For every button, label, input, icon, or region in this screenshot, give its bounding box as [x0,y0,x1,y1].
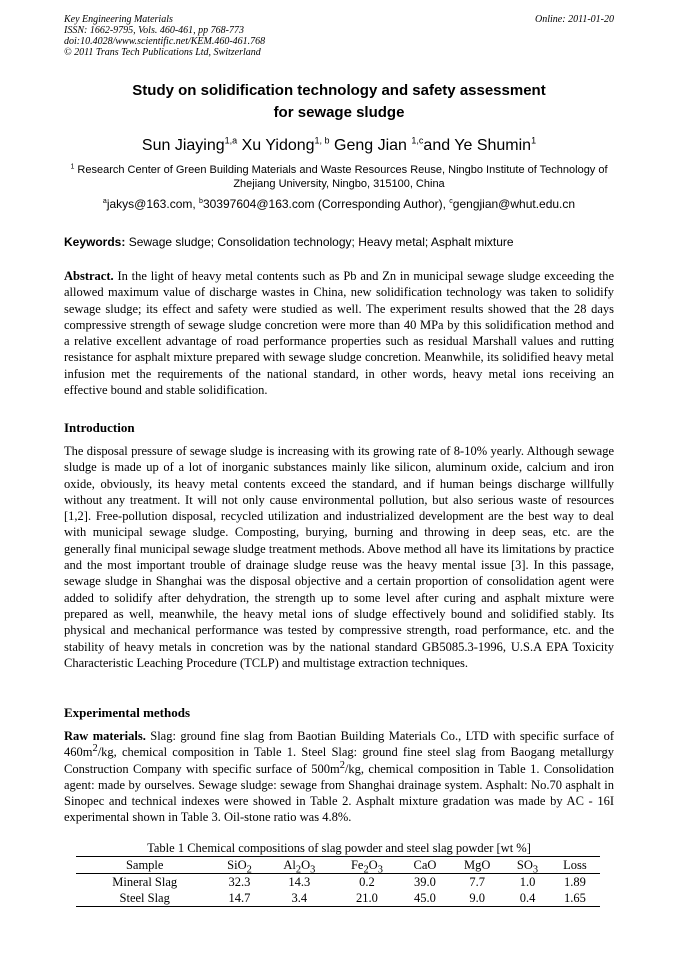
journal-header [64,14,265,58]
author-conjunction: and [423,137,451,154]
methods-heading: Experimental methods [64,705,191,720]
table-caption: Table 1 Chemical compositions of slag powder and steel slag powder [wt %] [147,841,531,855]
unit-sup: 2 [92,743,98,755]
column-header: $Al_2O_3$ [266,857,334,874]
table-cell: Steel Slag [76,890,213,907]
paper-title [64,80,614,124]
raw-materials-text: Slag: ground fine slag from Baotian Building Materials Co., LTD with specific surface of 460m [64,729,615,760]
table-cell: 32.3 [228,875,251,889]
column-header: Loss [550,857,600,874]
raw-materials-label: Raw materials. [64,729,146,743]
raw-materials-text: /kg, chemical composition in Table 1. Steel Slag: ground fine steel slag from Baogang metallurgy Construction Company with specific surface of 500m [64,745,614,776]
affiliation-text: Research Center of Green Building Materials and Waste Resources Reuse, Ningbo Institute of Technology of Zhejiang University, Ningbo, 315100, China [77,164,608,190]
abstract-text: In the light of heavy metal contents such as Pb and Zn in municipal sewage sludge exceeding the allowed maximum value of discharge wastes in China, new solidification technology was taken to solidify sewage sludge; its effect and safety were studied as well. The experiment results showed that the 28 days compressive strength of sewage sludge concretion were more than 40 MPa by this solidification method and a relative excellent advantage of road performance properties such as residual Marshall values and rutting resistance for asphalt mixture prepared with sewage sludge concretion. Meanwhile, its solidified heavy metal infusion met the requirements of the national standard, in other words, heavy metal ions receiving an effective bound and stable solidification. [64,269,615,398]
email-sup: c [449,198,453,205]
author-list [64,135,614,157]
online-date: Online: 2011-01-20 [535,14,614,25]
table-cell: 9.0 [449,890,505,907]
title-line-2: for sewage sludge [273,104,405,121]
table-cell: 3.4 [266,890,334,907]
keywords-text: Sewage sludge; Consolidation technology; Heavy metal; Asphalt mixture [128,235,514,249]
column-header: $Fe_2O_3$ [333,857,401,874]
table-cell: 39.0 [414,875,436,889]
table-cell: 0.4 [505,890,550,907]
table-cell: 7.7 [469,875,485,889]
table-cell: 21.0 [333,890,401,907]
introduction-heading: Introduction [64,420,135,435]
raw-materials-text: /kg, chemical composition in Table 1. Consolidation agent: made by ourselves. Sewage sludge: sewage from Shanghai drainage system. Asphalt: No.70 asphalt in Sinopec and technical indexes were showed in Table 2. Asphalt mixture gradation was made by AC - 16I experimental shown in Table 3. Oil-stone ratio was 4.8%. [64,761,614,825]
email-c: gengjian@whut.edu.cn [452,197,576,211]
author-affil-sup: 1 [531,135,537,146]
copyright-line: © 2011 Trans Tech Publications Ltd, Switzerland [64,47,261,58]
abstract-label: Abstract. [64,269,114,283]
column-header: MgO [449,857,505,874]
table-cell: 1.65 [550,890,600,907]
author-affil-sup: 1,c [411,135,424,146]
table-cell: 1.0 [519,875,536,889]
author-affil-sup: 1, b [314,135,330,146]
email-line [64,196,614,212]
email-a: jakys@163.com, [106,197,196,211]
table-cell: 1.89 [564,875,586,889]
title-line-1: Study on solidification technology and safety assessment [132,82,546,99]
table-cell: Mineral Slag [112,875,178,889]
journal-name: Key Engineering Materials [64,14,173,25]
author-name: Sun Jiaying [141,137,225,154]
author-name: Ye Shumin [454,137,532,154]
author-affil-sup: 1,a [224,135,238,146]
table-header-row [76,857,600,874]
column-header: CaO [401,857,450,874]
doi-line: doi:10.4028/www.scientific.net/KEM.460-461.768 [64,36,266,47]
table-cell: 14.7 [213,890,265,907]
keywords [64,234,614,250]
email-sup: b [199,198,203,205]
table-cell: 14.3 [288,875,311,889]
raw-materials-paragraph [64,728,614,826]
author-name: Geng Jian [334,137,407,154]
column-header: Sample [76,857,213,874]
unit-sup: 2 [339,759,345,771]
table-row [76,890,600,907]
column-header: SiO$_2$ [213,857,265,874]
affiliation-sup: 1 [70,163,75,171]
abstract [64,268,614,398]
author-name: Xu Yidong [241,137,315,154]
issn-line: ISSN: 1662-9795, Vols. 460-461, pp 768-773 [64,25,244,36]
email-b: 30397604@163.com (Corresponding Author), [202,197,446,211]
table-cell: 0.2 [359,875,375,889]
chemical-composition-table [76,856,600,907]
email-sup: a [102,198,107,205]
column-header: $SO_3$ [505,857,550,874]
table-cell: 45.0 [401,890,450,907]
introduction-text: The disposal pressure of sewage sludge is increasing with its growing rate of 8-10% yearly. Although sewage sludge is made up of a lot of inorganic substances mainly like silicon, aluminum oxide, calcium and iron oxide, obviously, its heavy metal contents exceed the standard, and if human beings discharge willfully without any treatment. It will not only cause environmental pollution, but also serious waste of resources [1,2]. Free-pollution disposal, recycled utilization and industrialized development are the best way to deal with municipal sewage sludge. Composting, burying, burning and throwing in deep seas, etc. are the generally final municipal sewage sludge treatment methods. Above method all have its limitations by practice and the most important trouble of drainage sludge reuse was the heavy mental issue [3]. In this passage, sewage sludge in Shanghai was the disposal objective and a certain proportion of consolidation agent were added to solidify after dehydration, the strength up to some level after curing and asphalt mixture were prepared as well, meanwhile, the heavy metal ions of sludge effectively bound and solidified stably. Its physical and mechanical performance was tested by compressive strength, road performance, etc. and the stability of heavy metals in concretion was by the national standard GB5085.3-1996, U.S.A EPA Toxicity Characteristic Leaching Procedure (TCLP) and multistage extraction techniques. [64,444,614,670]
affiliation [64,163,614,191]
keywords-label: Keywords: [64,235,126,249]
table-row [76,874,600,891]
